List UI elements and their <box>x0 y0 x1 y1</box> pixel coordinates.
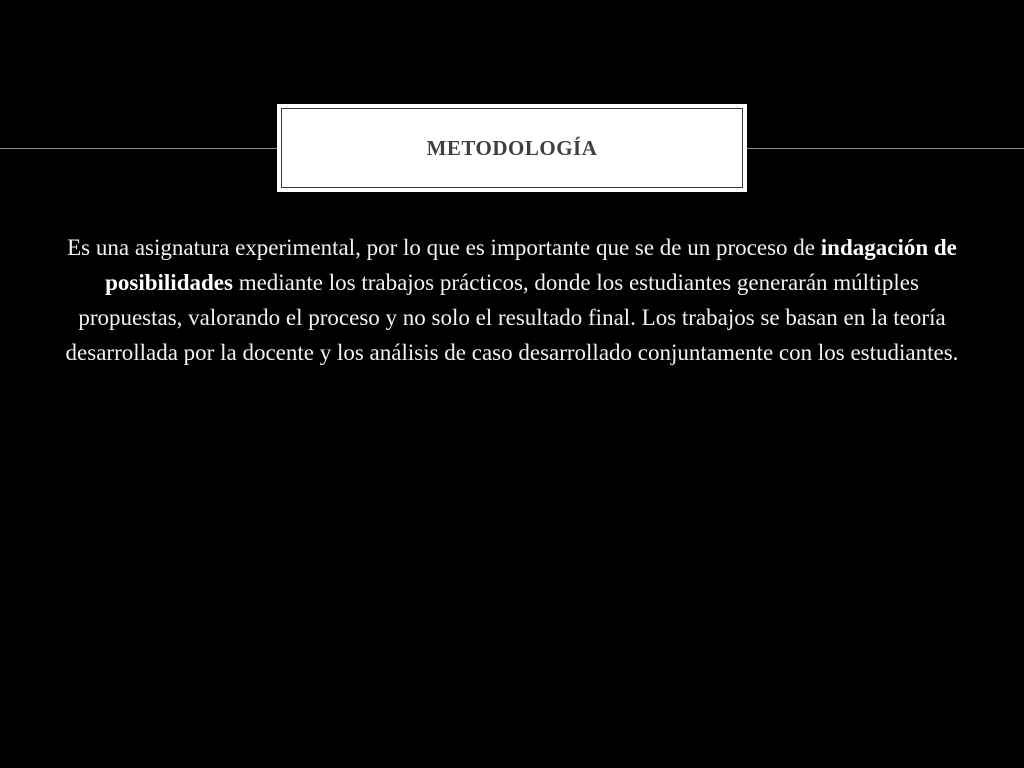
title-box-inner-border <box>281 108 743 188</box>
body-text-part-1: Es una asignatura experimental, por lo que es importante que se de un proceso de <box>67 235 821 260</box>
body-paragraph <box>52 230 972 370</box>
right-divider-line <box>746 148 1024 149</box>
title-box <box>277 104 747 192</box>
left-divider-line <box>0 148 278 149</box>
slide-title: METODOLOGÍA <box>426 135 598 160</box>
body-text-part-2: mediante los trabajos prácticos, donde los estudiantes generarán múltiples propuestas, valorando el proceso y no solo el resultado final. Los trabajos se basan en la teoría desarrollada por la docente y los análisis de caso desarrollado conjuntamente con los estudiantes. <box>65 270 959 365</box>
body-text-emphasis: indagación de posibilidades <box>105 235 957 295</box>
